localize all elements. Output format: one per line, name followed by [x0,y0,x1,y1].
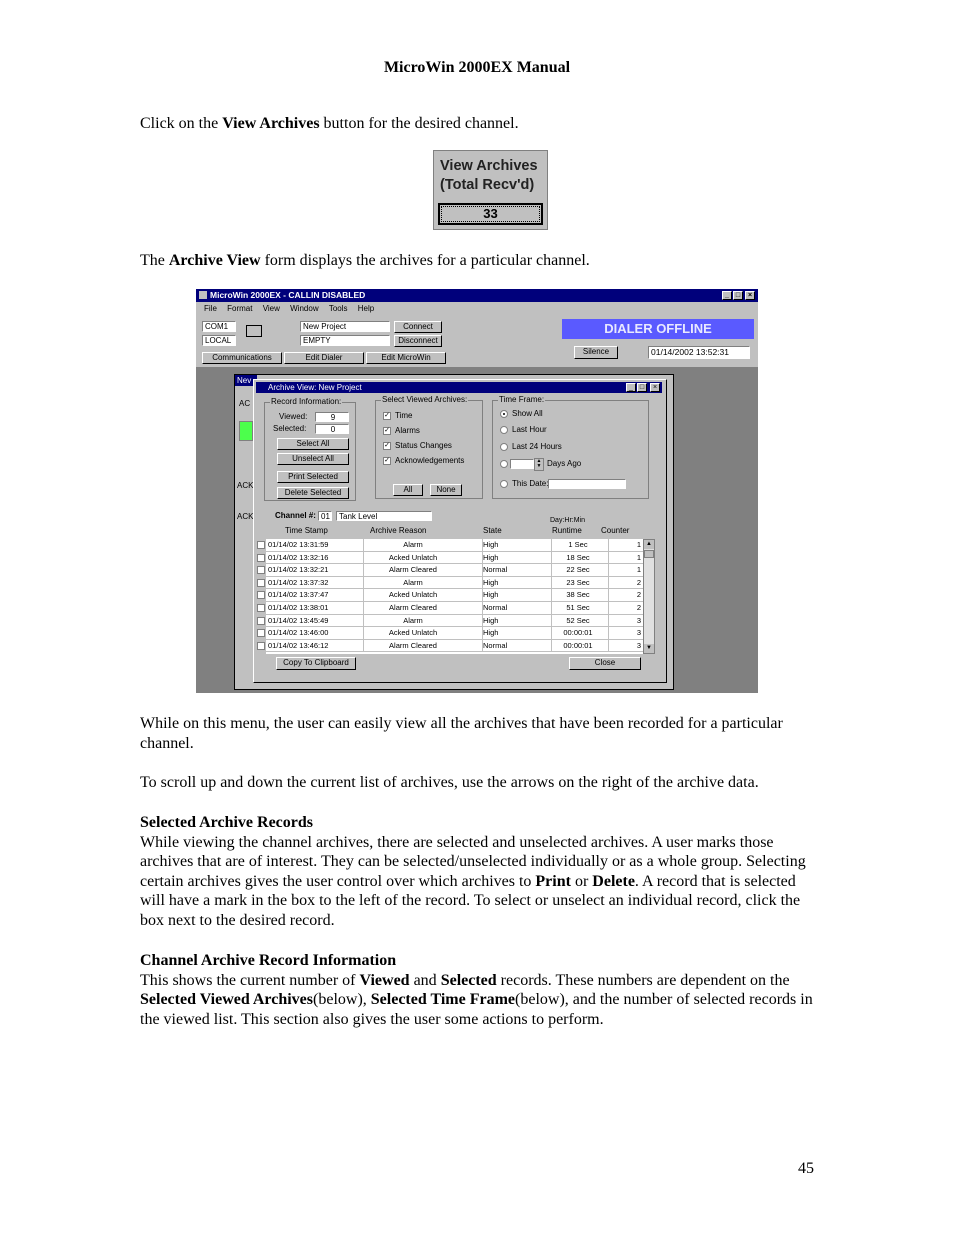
cell-counter: 3 [608,640,641,652]
scroll-up-icon[interactable]: ▲ [644,540,654,549]
maximize-icon[interactable]: □ [733,291,743,300]
acknowledgements-checkbox[interactable]: ✓ [384,457,390,464]
last-hour-label: Last Hour [512,425,547,434]
cell-state: Normal [482,640,563,652]
cell-reason: Alarm [363,615,462,627]
dialog-titlebar [256,382,662,393]
this-date-radio[interactable] [500,480,508,488]
menu-view[interactable]: View [262,304,280,313]
row-select-checkbox[interactable] [257,554,265,562]
record-info-label: Record Information: [271,397,342,406]
table-row[interactable] [266,615,654,628]
col-counter: Counter [601,526,630,535]
project-field: New Project [300,321,390,332]
cell-state: High [482,577,563,589]
status-changes-checkbox[interactable]: ✓ [384,442,390,449]
table-row[interactable] [266,564,654,577]
location-field: LOCAL [202,335,236,346]
cell-state: High [482,615,563,627]
cell-counter: 1 [608,552,641,564]
table-row[interactable] [266,539,654,552]
col-runtime: Runtime [552,526,582,535]
table-row[interactable] [266,627,654,640]
menu-paragraph: While on this menu, the user can easily view all the archives that have been recorded for a particular channel. [140,715,783,752]
col-time-stamp: Time Stamp [285,526,328,535]
cell-runtime: 1 Sec [551,539,604,551]
close-icon[interactable]: × [745,291,755,300]
none-button[interactable]: None [430,484,462,496]
last-24-hours-radio[interactable] [500,443,508,451]
record-information-group [264,397,356,501]
acknowledgements-option-label: Acknowledgements [395,456,465,465]
cell-counter: 2 [608,577,641,589]
archive-view-intro: The Archive View form displays the archives for a particular channel. [140,252,590,269]
date-time-field: 01/14/2002 13:52:31 [648,346,750,359]
row-select-checkbox[interactable] [257,642,265,650]
scroll-down-icon[interactable]: ▼ [644,644,654,653]
cell-reason: Alarm Cleared [363,640,462,652]
cell-runtime: 38 Sec [551,589,604,601]
cell-counter: 2 [608,589,641,601]
dialog-minimize-icon[interactable]: _ [626,383,636,392]
ack-label: ACK [237,481,254,490]
viewed-archives-label: Select Viewed Archives: [382,395,468,404]
view-archives-label: View Archives (Total Recv'd) [440,158,538,193]
silence-button[interactable]: Silence [574,346,618,359]
selected-label: Selected: [273,424,307,433]
time-frame-label: Time Frame: [499,395,545,404]
cell-time: 01/14/02 13:45:49 [268,615,329,625]
cell-state: High [482,627,563,639]
intro-paragraph: Click on the View Archives button for the desired channel. [140,115,519,132]
cell-reason: Acked Unlatch [363,552,462,564]
cell-runtime: 51 Sec [551,602,604,614]
cell-state: Normal [482,564,563,576]
this-date-input[interactable] [548,479,626,489]
cell-time: 01/14/02 13:31:59 [268,540,329,549]
cell-counter: 1 [608,539,641,551]
runtime-units-label: Day:Hr:Min [550,517,586,524]
table-row[interactable] [266,577,654,590]
cell-reason: Alarm [363,539,462,551]
show-all-label: Show All [512,409,543,418]
row-select-checkbox[interactable] [257,541,265,549]
disconnect-button[interactable]: Disconnect [394,335,442,347]
selected-count: 0 [315,424,349,434]
page-title: MicroWin 2000EX Manual [383,59,571,76]
archive-table [266,539,654,654]
selected-section-heading: Selected Archive Records [140,814,313,831]
cell-time: 01/14/02 13:38:01 [268,603,329,612]
last-hour-radio[interactable] [500,426,508,434]
toolbar-area [196,315,758,367]
com-port-field: COM1 [202,321,236,332]
time-option-label: Time [395,411,413,420]
time-frame-group [492,395,649,499]
archive-scrollbar[interactable] [643,539,655,654]
this-date-label: This Date: [512,479,549,488]
menu-format[interactable]: Format [227,304,253,313]
cell-time: 01/14/02 13:46:12 [268,640,329,650]
tab-edit-microwin[interactable]: Edit MicroWin [366,352,446,364]
selected-archive-section: Selected Archive Records While viewing the channel archives, there are selected and unselected archives. A user marks those archives that are of interest. They can be selected/unselected individually or as a whole group. Selecting certain archives gives the user control over which archives to Print or Delete. A record that is selected will have a mark in the box to the left of the record. To select or unselect an individual record, click the box next to the desired record. [140,814,806,929]
row-select-checkbox[interactable] [257,579,265,587]
menu-window[interactable]: Window [290,304,319,313]
cell-time: 01/14/02 13:37:32 [268,577,329,587]
delete-selected-button[interactable]: Delete Selected [277,487,349,499]
row-select-checkbox[interactable] [257,629,265,637]
row-select-checkbox[interactable] [257,566,265,574]
select-all-button[interactable]: Select All [277,438,349,450]
print-selected-button[interactable]: Print Selected [277,471,349,483]
cell-runtime: 23 Sec [551,577,604,589]
dialog-close-icon[interactable]: × [650,383,660,392]
archive-count-button: 33 [438,203,543,225]
dialer-status-banner: DIALER OFFLINE [562,319,754,339]
cell-state: High [482,539,563,551]
page-number: 45 [798,1160,814,1177]
table-row[interactable] [266,552,654,565]
cell-reason: Acked Unlatch [363,589,462,601]
viewed-archives-group [375,395,483,499]
menu-bar [196,302,758,315]
archive-view-dialog [253,379,667,683]
viewed-count: 9 [315,412,349,422]
copy-to-clipboard-button[interactable]: Copy To Clipboard [276,657,356,670]
cell-time: 01/14/02 13:37:47 [268,590,329,600]
table-row[interactable] [266,640,654,653]
cell-counter: 3 [608,615,641,627]
row-select-checkbox[interactable] [257,591,265,599]
minimize-icon[interactable]: _ [722,291,732,300]
alarms-checkbox[interactable]: ✓ [384,427,390,434]
viewed-label: Viewed: [279,412,308,421]
last-24-hours-label: Last 24 Hours [512,442,562,451]
cell-runtime: 18 Sec [551,552,604,564]
days-ago-input[interactable] [510,459,534,469]
window-title: MicroWin 2000EX - CALLIN DISABLED [210,290,366,300]
background-window-title: Nev [235,375,257,386]
tab-communications[interactable]: Communications [202,352,282,364]
ack-label: ACK [237,512,254,521]
cell-reason: Alarm [363,577,462,589]
scroll-paragraph: To scroll up and down the current list of archives, use the arrows on the right of the archive data. [140,774,759,791]
cell-reason: Alarm Cleared [363,564,462,576]
days-spinner-icon[interactable]: ▲ ▼ [534,458,544,471]
view-archives-button-image [433,150,548,230]
close-button[interactable]: Close [569,657,641,670]
cell-state: High [482,552,563,564]
status-indicator [239,421,253,441]
tab-edit-dialer[interactable]: Edit Dialer [284,352,364,364]
connect-button[interactable]: Connect [394,321,442,333]
all-button[interactable]: All [393,484,423,496]
menu-file[interactable]: File [204,304,217,313]
channel-label: Channel #: [275,511,316,520]
channel-archive-section: Channel Archive Record Information This shows the current number of Viewed and Selected records. These numbers are dependent on the Selected Viewed Archives(below), Selected Time Frame(below), and the number of selected records in the viewed list. This section also gives the user some actions to perform. [140,952,813,1028]
scroll-thumb[interactable] [644,550,654,558]
row-select-checkbox[interactable] [257,604,265,612]
cell-counter: 3 [608,627,641,639]
app-titlebar [196,289,758,302]
time-checkbox[interactable]: ✓ [384,412,390,419]
cell-time: 01/14/02 13:46:00 [268,628,329,638]
table-row[interactable] [266,589,654,602]
unselect-all-button[interactable]: Unselect All [277,453,349,465]
days-ago-label: Days Ago [547,459,582,468]
cell-counter: 2 [608,602,641,614]
phone-icon [246,325,262,337]
menu-tools[interactable]: Tools [328,304,348,313]
cell-state: Normal [482,602,563,614]
channel-name-field: Tank Level [336,511,432,521]
cell-state: High [482,589,563,601]
menu-help[interactable]: Help [357,304,375,313]
cell-runtime: 22 Sec [551,564,604,576]
archive-view-screenshot [196,289,758,693]
cell-runtime: 00:00:01 [551,640,604,652]
dialog-title: Archive View: New Project [268,383,362,392]
ack-label: AC [239,399,251,408]
cell-runtime: 52 Sec [551,615,604,627]
dialog-maximize-icon[interactable]: □ [637,383,647,392]
status-changes-option-label: Status Changes [395,441,452,450]
cell-time: 01/14/02 13:32:16 [268,552,329,562]
days-ago-radio[interactable] [500,460,508,468]
cell-runtime: 00:00:01 [551,627,604,639]
cell-counter: 1 [608,564,641,576]
cell-reason: Acked Unlatch [363,627,462,639]
empty-field: EMPTY [300,335,390,346]
alarms-option-label: Alarms [395,426,420,435]
col-state: State [483,526,502,535]
row-select-checkbox[interactable] [257,617,265,625]
table-row[interactable] [266,602,654,615]
show-all-radio[interactable] [500,410,508,418]
col-archive-reason: Archive Reason [370,526,427,535]
cell-time: 01/14/02 13:32:21 [268,565,329,575]
channel-section-heading: Channel Archive Record Information [140,952,397,969]
cell-reason: Alarm Cleared [363,602,462,614]
app-icon [199,291,207,299]
channel-number-field: 01 [318,511,332,521]
